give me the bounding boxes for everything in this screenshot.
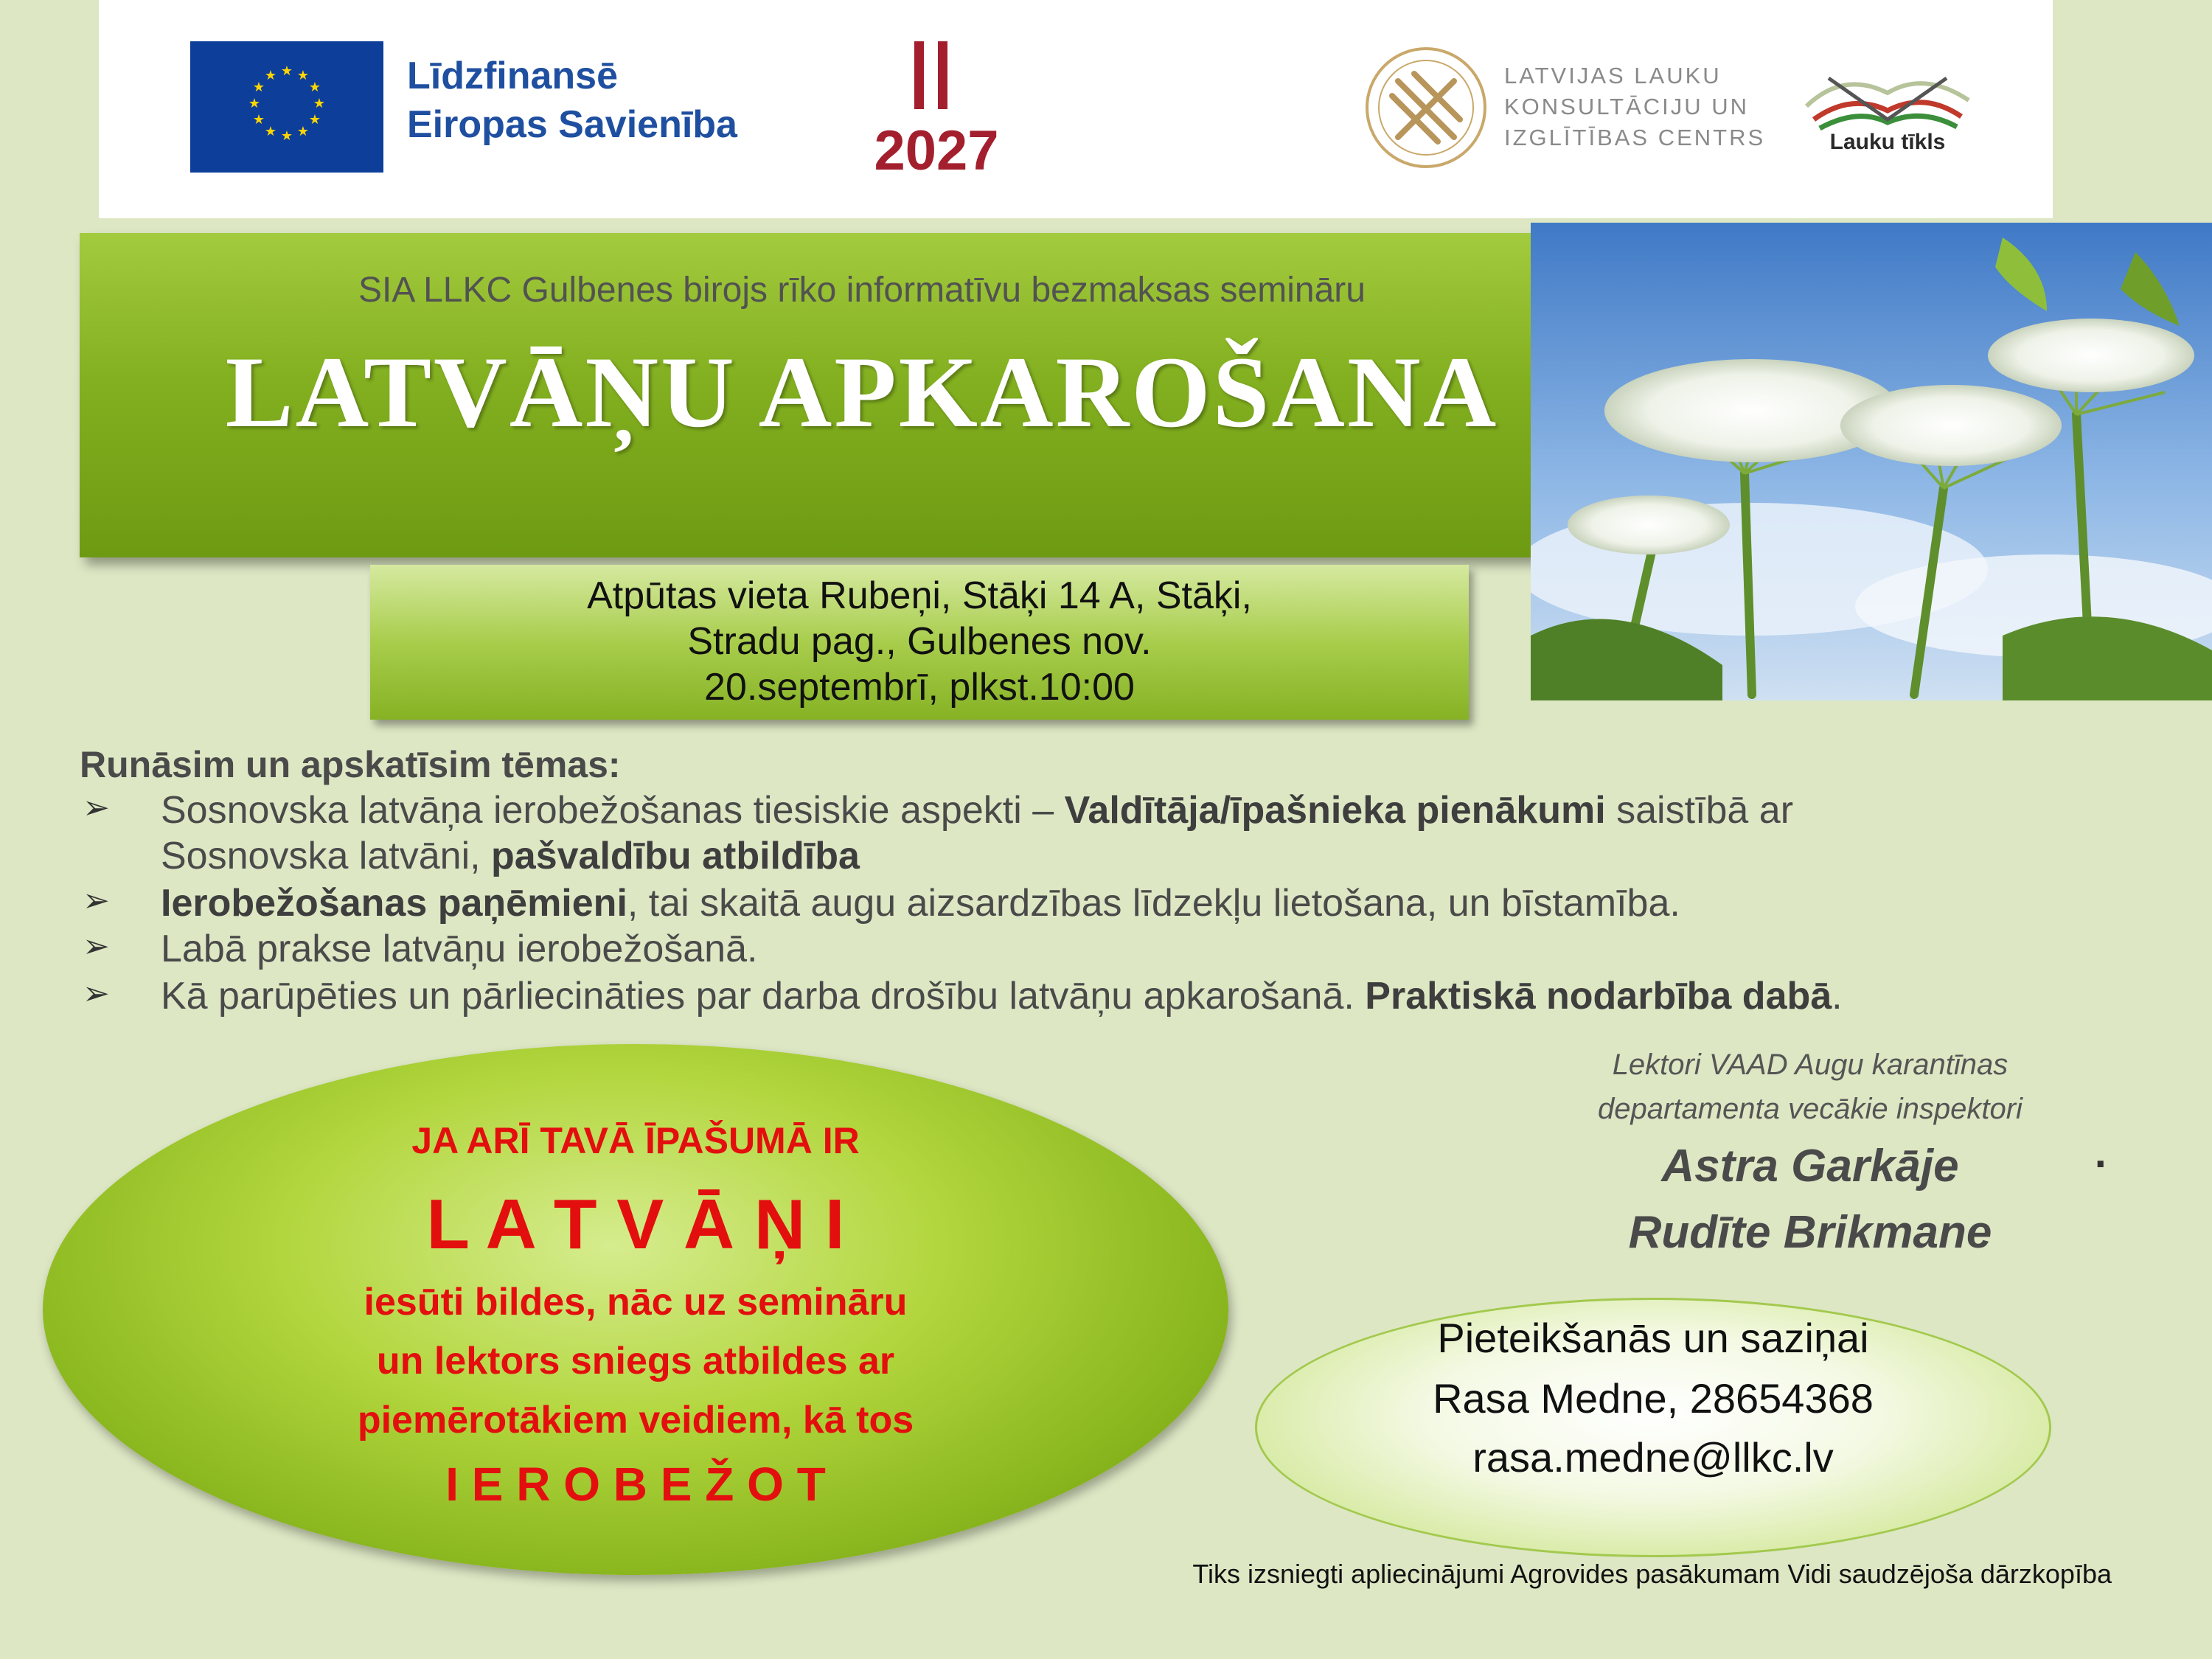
llkc-wordmark	[1504, 60, 1765, 153]
lecturer-name-2: Rudīte Brikmane	[1628, 1207, 1992, 1258]
svg-text:★: ★	[280, 128, 293, 144]
svg-text:★: ★	[313, 96, 326, 111]
llkc-line1: LATVIJAS LAUKU	[1504, 63, 1722, 88]
venue-address-line1: Atpūtas vieta Rubeņi, Stāķi 14 A, Stāķi,	[587, 574, 1252, 617]
eu-cofunding-label	[407, 52, 737, 149]
callout-line5: piemērotākiem veidiem, kā tos	[357, 1399, 914, 1441]
eu-label-line1: Līdzfinansē	[407, 55, 619, 97]
callout-line3: iesūti bildes, nāc uz semināru	[364, 1281, 908, 1324]
svg-text:★: ★	[264, 124, 277, 139]
svg-text:★: ★	[248, 96, 261, 111]
llkc-line3: IZGLĪTĪBAS CENTRS	[1504, 125, 1766, 150]
svg-text:★: ★	[252, 80, 265, 95]
svg-text:★: ★	[308, 80, 321, 95]
eu-label-line2: Eiropas Savienība	[407, 103, 737, 146]
lecturer-name-1: Astra Garkāje	[1661, 1141, 1959, 1192]
year-2027-logo	[855, 40, 1018, 180]
callout-ierobezot: I E R O B E Ž O T	[445, 1458, 826, 1511]
hogweed-photo	[1531, 223, 2212, 700]
venue-date-time: 20.septembrī, plkst.10:00	[704, 666, 1135, 709]
svg-text:★: ★	[296, 124, 310, 139]
callout-line1: JA ARĪ TAVĀ ĪPAŠUMĀ IR	[411, 1120, 860, 1161]
svg-text:★: ★	[252, 112, 265, 128]
callout-line4: un lektors sniegs atbildes ar	[376, 1340, 895, 1382]
lecturers-intro-line1: Lektori VAAD Augu karantīnas	[1612, 1048, 2008, 1081]
svg-text:★: ★	[280, 63, 293, 79]
seminar-title: LATVĀŅU APKAROŠANA	[225, 335, 1499, 448]
topic-2: Ierobežošanas paņēmieni, tai skaitā augu aizsardzības līdzekļu lietošana, un bīstamība.	[161, 882, 1680, 925]
topic-4: Kā parūpēties un pārliecināties par darba drošību latvāņu apkarošanā. Praktiskā nodarbība dabā.	[161, 975, 1843, 1018]
svg-text:★: ★	[308, 112, 321, 128]
contact-name-phone: Rasa Medne, 28654368	[1433, 1375, 1874, 1422]
svg-text:★: ★	[296, 68, 310, 83]
bullet-arrow-icon: ➢	[83, 882, 110, 919]
eu-flag-logo	[190, 41, 383, 173]
topic-1-line1: Sosnovska latvāņa ierobežošanas tiesiskie aspekti – Valdītāja/īpašnieka pienākumi saistībā ar	[161, 789, 1794, 832]
bullet-arrow-icon: ➢	[83, 975, 110, 1012]
lecturers-intro-line2: departamenta vecākie inspektori	[1598, 1093, 2023, 1125]
topics-heading: Runāsim un apskatīsim tēmas:	[80, 744, 621, 785]
bullet-arrow-icon: ➢	[83, 928, 110, 965]
bullet-arrow-icon: ➢	[83, 789, 110, 827]
contact-email: rasa.medne@llkc.lv	[1472, 1434, 1834, 1481]
llkc-emblem-logo	[1363, 44, 1489, 171]
year-2027-text: 2027	[874, 119, 999, 180]
callout-latvani: L A T V Ā Ņ I	[426, 1185, 845, 1264]
seminar-subtitle: SIA LLKC Gulbenes birojs rīko informatīvu bezmaksas semināru	[358, 271, 1366, 310]
svg-text:★: ★	[264, 68, 277, 83]
footer-note: Tiks izsniegti apliecinājumi Agrovides pasākumam Vidi saudzējoša dārzkopība	[1192, 1559, 2112, 1589]
llkc-line2: KONSULTĀCIJU UN	[1504, 94, 1750, 119]
topic-1-line2: Sosnovska latvāni, pašvaldību atbildība	[161, 835, 860, 877]
topic-3: Labā prakse latvāņu ierobežošanā.	[161, 928, 758, 970]
lauku-tikls-label: Lauku tīkls	[1829, 130, 1946, 154]
venue-address-line2: Stradu pag., Gulbenes nov.	[687, 620, 1152, 663]
contact-heading: Pieteikšanās un saziņai	[1437, 1315, 1869, 1361]
stray-dot: .	[2094, 1135, 2107, 1175]
